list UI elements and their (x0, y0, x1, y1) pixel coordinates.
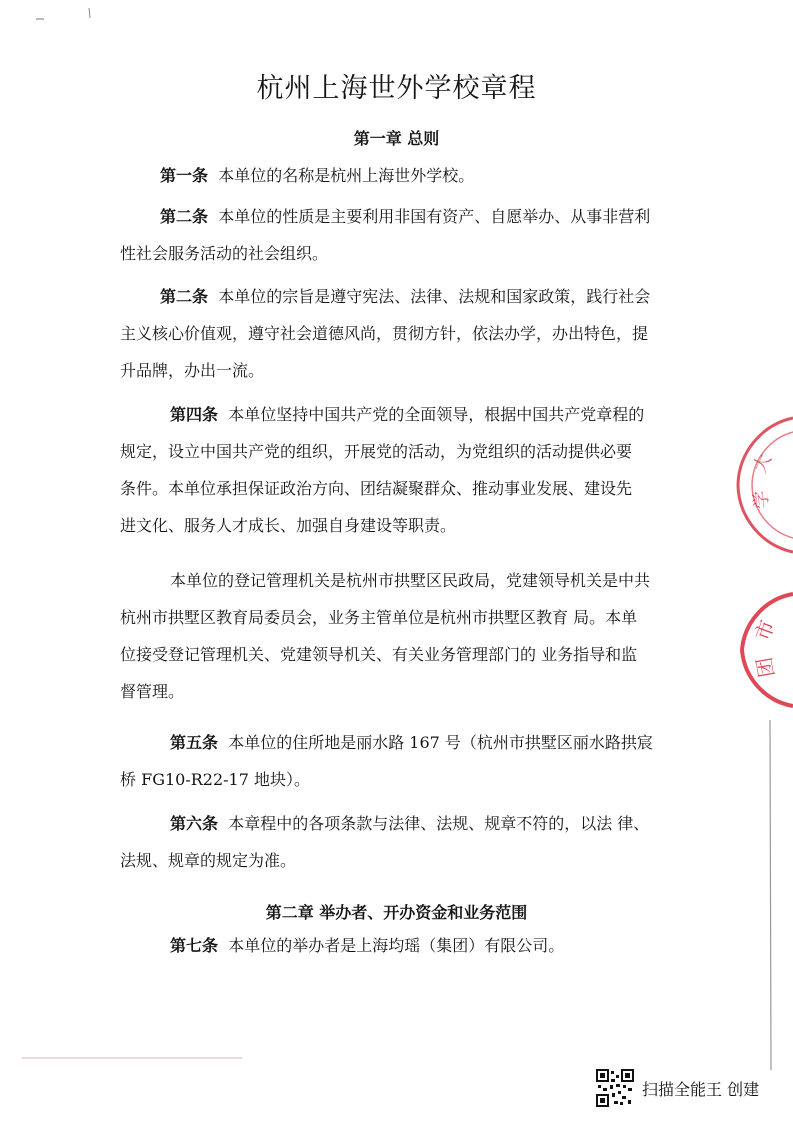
red-seal-stamp-icon (730, 590, 793, 710)
article-5 (120, 724, 660, 798)
qr-code-icon (596, 1069, 634, 1107)
article-label: 第五条 (170, 733, 219, 752)
article-label: 第四条 (170, 405, 219, 424)
article-text: 本单位的性质是主要利用非国有资产、自愿举办、从事非营利 (218, 207, 651, 226)
red-seal-stamp-icon (728, 410, 793, 560)
article-text: 规定，设立中国共产党的组织，开展党的活动，为党组织的活动提供必要 (120, 442, 633, 461)
article-text: 本单位坚持中国共产党的全面领导，根据中国共产党章程的 (228, 405, 645, 424)
article-label: 第七条 (170, 936, 219, 955)
document-title: 杭州上海世外学校章程 (256, 73, 537, 104)
svg-text:学: 学 (750, 489, 773, 510)
svg-text:市: 市 (750, 616, 780, 644)
paragraph-text: 杭州市拱墅区教育局委员会，业务主管单位是杭州市拱墅区教育 局。本单 (120, 608, 638, 627)
registration-paragraph (120, 562, 660, 710)
article-4 (120, 396, 660, 544)
article-1 (120, 157, 660, 194)
chapter-two-heading: 第二章 举办者、开办资金和业务范围 (265, 903, 528, 922)
article-text: 本单位的住所地是丽水路 167 号（杭州市拱墅区丽水路拱宸 (228, 733, 653, 752)
article-text: 本单位的举办者是上海均瑶（集团）有限公司。 (228, 936, 565, 955)
article-text: 本章程中的各项条款与法律、法规、规章不符的，以法 律、 (228, 814, 650, 833)
paragraph-text: 督管理。 (120, 682, 185, 701)
page-edge-line-icon (766, 720, 774, 1070)
scan-line-icon (22, 1055, 242, 1061)
article-label: 第二条 (160, 287, 209, 306)
article-2a (120, 198, 660, 272)
article-text: 条件。本单位承担保证政治方向、团结凝聚群众、推动事业发展、建设先 (120, 479, 633, 498)
article-label: 第一条 (160, 166, 209, 185)
article-text: 本单位的宗旨是遵守宪法、法律、法规和国家政策，践行社会 (218, 287, 651, 306)
scanner-app-name: 扫描全能王 创建 (642, 1079, 760, 1099)
article-text: 主义核心价值观，遵守社会道德风尚，贯彻方针，依法办学，办出特色，提 (120, 324, 649, 343)
article-text: 桥 FG10-R22-17 地块）。 (120, 770, 310, 789)
chapter-one-heading: 第一章 总则 (353, 129, 440, 148)
paragraph-text: 位接受登记管理机关、党建领导机关、有关业务管理部门的 业务指导和监 (120, 645, 638, 664)
article-text: 法规、规章的规定为准。 (120, 851, 297, 870)
scan-mark-icon (34, 12, 48, 26)
article-label: 第二条 (160, 207, 209, 226)
article-text: 进文化、服务人才成长、加强自身建设等职责。 (120, 516, 457, 535)
article-text: 本单位的名称是杭州上海世外学校。 (218, 166, 475, 185)
svg-text:团: 团 (751, 655, 779, 680)
article-6 (120, 805, 660, 879)
article-7 (120, 927, 660, 964)
paragraph-text: 本单位的登记管理机关是杭州市拱墅区民政局，党建领导机关是中共 (170, 571, 651, 590)
article-text: 升品牌，办出一流。 (120, 361, 265, 380)
article-2b (120, 278, 660, 389)
article-label: 第六条 (170, 814, 219, 833)
article-text: 性社会服务活动的社会组织。 (120, 244, 329, 263)
svg-text:大: 大 (749, 450, 777, 477)
scan-mark-icon (84, 6, 94, 22)
scanner-watermark (596, 1068, 786, 1108)
